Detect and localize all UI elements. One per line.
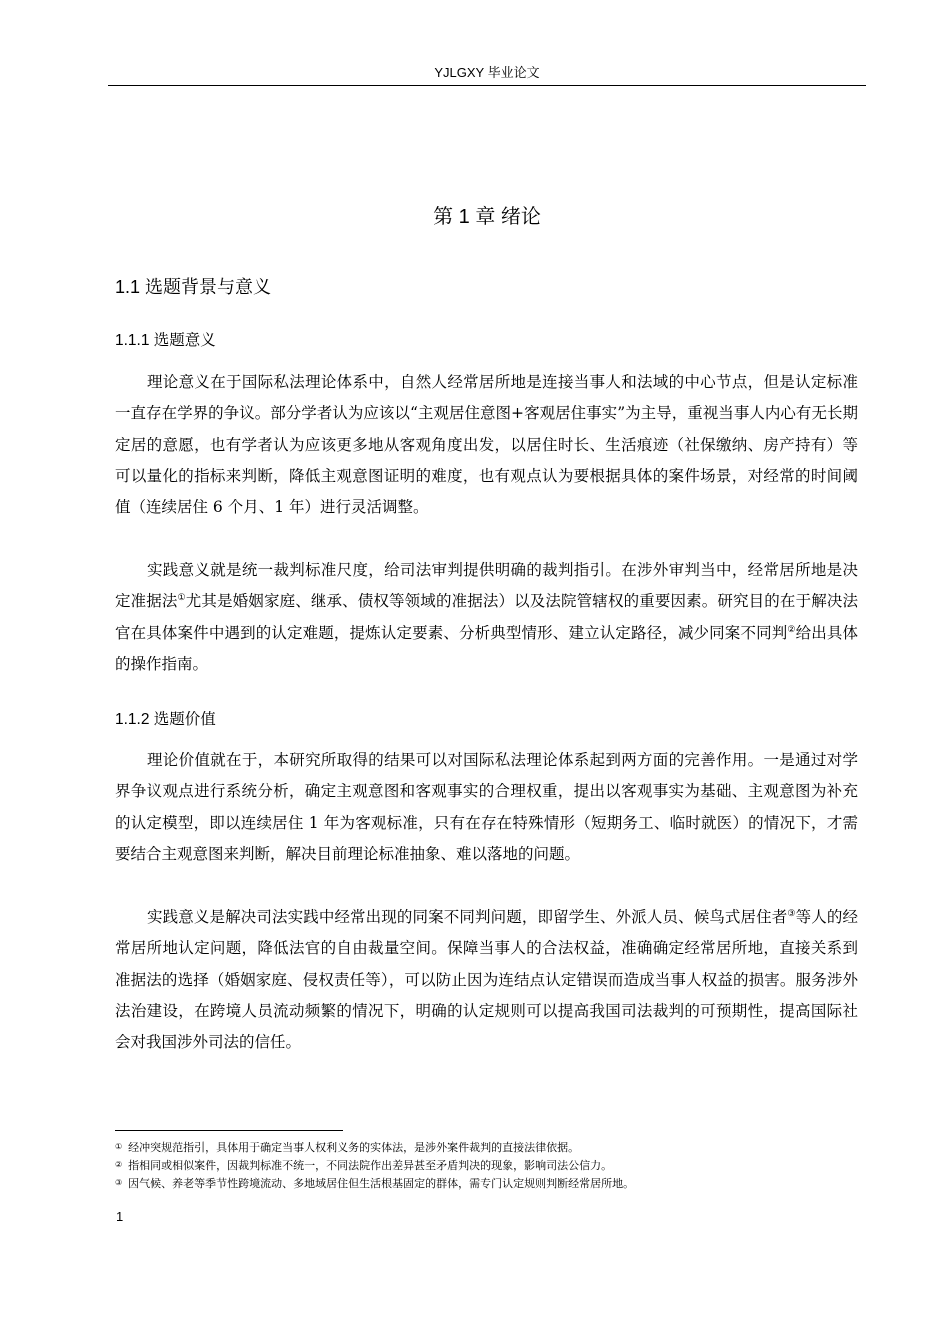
footnote-mark: ③ (115, 1178, 123, 1187)
page-number: 1 (116, 1209, 124, 1224)
chapter-title: 第 1 章 绪论 (433, 206, 541, 228)
footnote-text: 经冲突规范指引，具体用于确定当事人权利义务的实体法，是涉外案件裁判的直接法律依据。 (128, 1141, 580, 1154)
footnote-3 (115, 1174, 858, 1192)
paragraph-theory-significance: 理论意义在于国际私法理论体系中，自然人经常居所地是连接当事人和法域的中心节点，但是认定标准一直存在学界的争议。部分学者认为应该以“主观居住意图+客观居住事实”为主导，重视当事人内心有无长期定居的意愿，也有学者认为应该更多地从客观角度出发，以居住时长、生活痕迹（社保缴纳、房产持有）等可以量化的指标来判断，降低主观意图证明的难度，也有观点认为要根据具体的案件场景，对经常的时间阈值（连续居住 6 个月、1 年）进行灵活调整。 (115, 373, 858, 517)
footnote-1 (115, 1138, 858, 1156)
section-heading: 1.1 选题背景与意义 (115, 277, 272, 297)
paragraph-text: 实践意义就是统一裁判标准尺度，给司法审判提供明确的裁判指引。在涉外审判当中，经常居所地是决定准据法 (115, 561, 858, 611)
page-header: YJLGXY 毕业论文 (434, 65, 540, 80)
subsection-heading-2: 1.1.2 选题价值 (115, 711, 216, 728)
footnote-separator (115, 1130, 343, 1131)
footnote-ref-3[interactable]: ③ (787, 909, 796, 919)
paragraph-text: 给出具体的操作指南。 (115, 623, 858, 673)
paragraph-text: 尤其是婚姻家庭、继承、债权等领域的准据法）以及法院管辖权的重要因素。研究目的在于解决法官在具体案件中遇到的认定难题，提炼认定要素、分析典型情形、建立认定路径，减少同案不同判 (115, 592, 858, 642)
footnote-2 (115, 1156, 858, 1174)
paragraph-practice-significance (115, 555, 858, 680)
footnote-text: 因气候、养老等季节性跨境流动、多地域居住但生活根基固定的群体，需专门认定规则判断经常居所地。 (128, 1177, 635, 1190)
subsection-heading-1: 1.1.1 选题意义 (115, 332, 216, 349)
footnote-ref-1[interactable]: ① (177, 593, 186, 604)
footnote-text: 指相同或相似案件，因裁判标准不统一，不同法院作出差异甚至矛盾判决的现象，影响司法公信力。 (128, 1159, 613, 1172)
paragraph-practice-value (115, 902, 858, 1058)
footnotes (115, 1138, 858, 1192)
paragraph-text: 实践意义是解决司法实践中经常出现的同案不同判问题，即留学生、外派人员、候鸟式居住者 (147, 908, 788, 926)
header-rule (108, 85, 866, 86)
paragraph-theory-value: 理论价值就在于，本研究所取得的结果可以对国际私法理论体系起到两方面的完善作用。一是通过对学界争议观点进行系统分析，确定主观意图和客观事实的合理权重，提出以客观事实为基础、主观意图为补充的认定模型，即以连续居住 1 年为客观标准，只有在存在特殊情形（短期务工、临时就医）的情况下，才需要结合主观意图来判断，解决目前理论标准抽象、难以落地的问题。 (115, 751, 858, 863)
paragraph-text: 等人的经常居所地认定问题，降低法官的自由裁量空间。保障当事人的合法权益，准确确定经常居所地，直接关系到准据法的选择（婚姻家庭、侵权责任等），可以防止因为连结点认定错误而造成当事人权益的损害。服务涉外法治建设，在跨境人员流动频繁的情况下，明确的认定规则可以提高我国司法裁判的可预期性，提高国际社会对我国涉外司法的信任。 (115, 908, 858, 1052)
footnote-ref-2[interactable]: ② (787, 624, 796, 635)
footnote-mark: ① (115, 1142, 123, 1151)
footnote-mark: ② (115, 1160, 123, 1169)
